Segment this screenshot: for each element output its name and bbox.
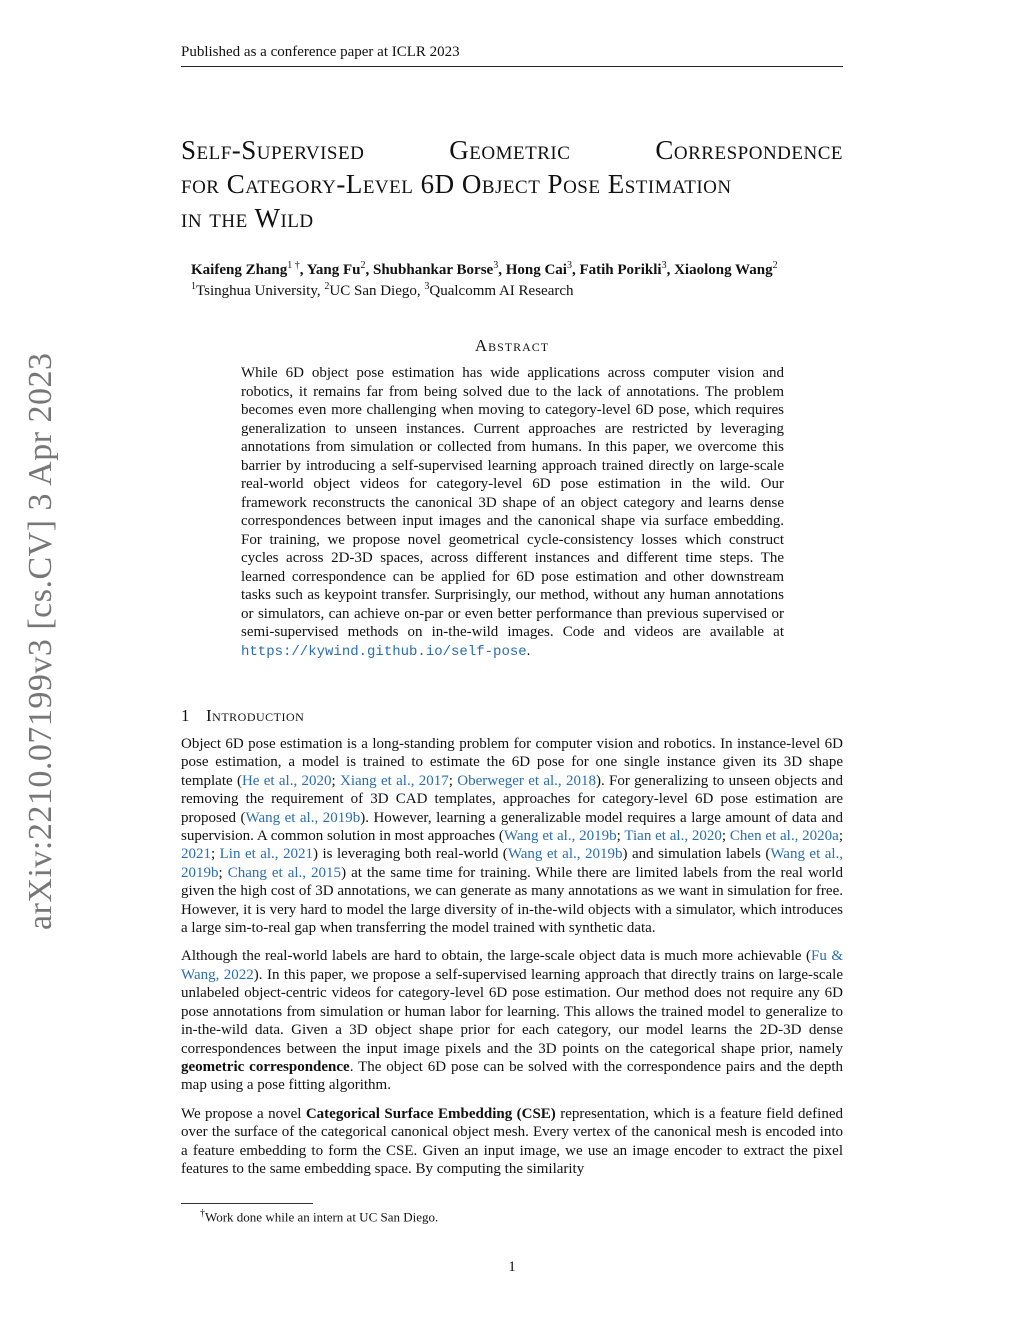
text: ; xyxy=(211,846,220,863)
author-name: , Hong Cai xyxy=(498,262,567,278)
text: ; xyxy=(838,828,843,845)
text: . The object 6D pose can be solved with the correspondence pairs and the depth map using a pose fitting algorithm. xyxy=(181,1058,844,1094)
footnote-mark: † xyxy=(200,1208,205,1219)
citation[interactable]: Oberweger et al., 2018 xyxy=(457,772,596,789)
affiliation-mark: 1 xyxy=(191,281,196,292)
running-header: Published as a conference paper at ICLR 2023 xyxy=(181,44,843,67)
title-line-3: in the Wild xyxy=(181,203,314,233)
affiliation-mark: 1 † xyxy=(287,260,300,271)
affiliation-mark: 3 xyxy=(661,260,667,271)
section-heading xyxy=(181,706,304,726)
affiliation-mark: 2 xyxy=(360,260,366,271)
citation[interactable]: Xiang et al., 2017 xyxy=(340,772,449,789)
page-number: 1 xyxy=(508,1259,516,1275)
paper-title xyxy=(181,133,843,235)
title-word: Geometric xyxy=(449,135,571,165)
section-number: 1 xyxy=(181,706,190,725)
title-line-1 xyxy=(181,133,843,167)
text: representation, which is a feature field defined over the surface of the categorical canonical object mesh. Every vertex of the canonical mesh is encoded into a feature embedding to form the CSE. Given an input image, we use an image encoder to extract the pixel features to the same embedding space. By computing the similarity xyxy=(181,1105,843,1177)
title-word: Correspondence xyxy=(655,135,843,165)
author-name: , Fatih Porikli xyxy=(571,262,662,278)
title-line-2: for Category-Level 6D Object Pose Estimation xyxy=(181,169,732,199)
paragraph-1 xyxy=(181,735,843,937)
bold-term: Categorical Surface Embedding (CSE) xyxy=(305,1105,556,1122)
affiliation-name: Qualcomm AI Research xyxy=(429,283,574,299)
text: ; xyxy=(448,772,458,789)
abstract-heading: Abstract xyxy=(474,336,550,355)
footnote xyxy=(200,1208,438,1225)
introduction-body xyxy=(181,735,843,1188)
abstract-body xyxy=(241,364,784,661)
affiliation-mark: 3 xyxy=(566,260,572,271)
text: ). However, learning a generalizable model requires a large amount of data and supervision. A common solution in most approaches ( xyxy=(181,809,843,845)
text: ). In this paper, we propose a self-supervised learning approach that directly trains on large-scale unlabeled object-centric videos for category-level 6D pose estimation. Our method does not require any 6D pose annotations from simulation or human labor for learning. This allows the trained model to generalize to in-the-wild data. Given a 3D object shape prior for each category, our model learns the 2D-3D dense correspondences between the input image pixels and the 3D points on the categorical shape prior, namely xyxy=(181,966,843,1057)
affiliation-mark: 2 xyxy=(324,281,330,292)
text: ) and simulation labels ( xyxy=(622,846,771,863)
citation[interactable]: Chang et al., 2015 xyxy=(227,864,342,881)
text: Object 6D pose estimation is a long-standing problem for computer vision and robotics. In instance-level 6D pose estimation, a model is trained to estimate the 6D pose for one single instance given its 3D shape template ( xyxy=(181,736,843,789)
citation[interactable]: He et al., 2020 xyxy=(241,772,332,789)
author-name: , Yang Fu xyxy=(299,262,361,278)
affiliation-mark: 3 xyxy=(493,260,499,271)
abstract-text: While 6D object pose estimation has wide applications across computer vision and robotics, it remains far from being solved due to the lack of annotations. The problem becomes even more challenging when moving to category-level 6D pose, which requires generalization to unseen instances. Current approaches are restricted by leveraging annotations from simulation or collected from humans. In this paper, we overcome this barrier by introducing a self-supervised learning approach trained directly on large-scale real-world object videos for category-level 6D pose estimation in the wild. Our framework reconstructs the canonical 3D shape of an object category and learns dense correspondences between input images and the canonical shape via surface embedding. For training, we propose novel geometrical cycle-consistency losses which construct cycles across 2D-3D spaces, across different instances and different time steps. The learned correspondence can be applied for 6D pose estimation and other downstream tasks such as keypoint transfer. Surprisingly, our method, without any human annotations or simulators, can achieve on-par or even better performance than previous supervised or semi-supervised methods on in-the-wild images. Code and videos are available at xyxy=(241,365,784,640)
author-name: , Shubhankar Borse xyxy=(365,262,494,278)
author-list xyxy=(191,260,851,279)
citation[interactable]: 2021 xyxy=(181,846,211,863)
section-title: Introduction xyxy=(206,706,305,725)
citation[interactable]: Lin et al., 2021 xyxy=(219,846,314,863)
text: ) at the same time for training. While there are limited labels from the real world given the high cost of 3D annotations, we can generate as many annotations as we want in simulation for free. However, it is very hard to model the large diversity of in-the-wild objects with a simulator, which introduces a large sim-to-real gap when transferring the model trained with synthetic data. xyxy=(181,864,843,937)
abstract-end: . xyxy=(526,642,531,659)
affiliation-mark: 2 xyxy=(772,260,778,271)
author-name: Kaifeng Zhang xyxy=(191,262,288,278)
citation[interactable]: Fu & Wang, 2022 xyxy=(181,948,843,983)
text: ) is leveraging both real-world ( xyxy=(313,846,508,863)
project-link[interactable]: https://kywind.github.io/self-pose xyxy=(241,643,527,660)
citation[interactable]: Chen et al., 2020a xyxy=(729,828,839,845)
text: ; xyxy=(218,864,228,881)
arxiv-stamp: arXiv:2210.07199v3 [cs.CV] 3 Apr 2023 xyxy=(22,352,59,930)
affiliation-name: Tsinghua University, xyxy=(196,283,325,299)
text: We propose a novel xyxy=(181,1105,306,1122)
bold-term: geometric correspondence xyxy=(181,1058,350,1075)
footnote-text: Work done while an intern at UC San Diego. xyxy=(205,1209,439,1225)
citation[interactable]: Wang et al., 2019b xyxy=(245,809,361,826)
paragraph-2 xyxy=(181,947,843,1094)
affiliation-name: UC San Diego, xyxy=(329,283,425,299)
footnote-divider xyxy=(181,1203,313,1204)
affiliations xyxy=(191,281,574,300)
text: Although the real-world labels are hard to obtain, the large-scale object data is much more achievable ( xyxy=(181,948,811,965)
paragraph-3 xyxy=(181,1105,843,1179)
text: ; xyxy=(616,828,625,845)
citation[interactable]: Wang et al., 2019b xyxy=(181,846,844,881)
title-word: Self-Supervised xyxy=(181,135,365,165)
text: ). For generalizing to unseen objects and removing the requirement of 3D CAD templates, approaches for category-level 6D pose estimation are proposed ( xyxy=(181,772,844,826)
author-name: , Xiaolong Wang xyxy=(666,262,773,278)
citation[interactable]: Wang et al., 2019b xyxy=(503,828,617,845)
text: ; xyxy=(331,772,341,789)
text: ; xyxy=(721,828,730,845)
citation[interactable]: Tian et al., 2020 xyxy=(624,828,722,845)
citation[interactable]: Wang et al., 2019b xyxy=(507,846,623,863)
affiliation-mark: 3 xyxy=(424,281,430,292)
